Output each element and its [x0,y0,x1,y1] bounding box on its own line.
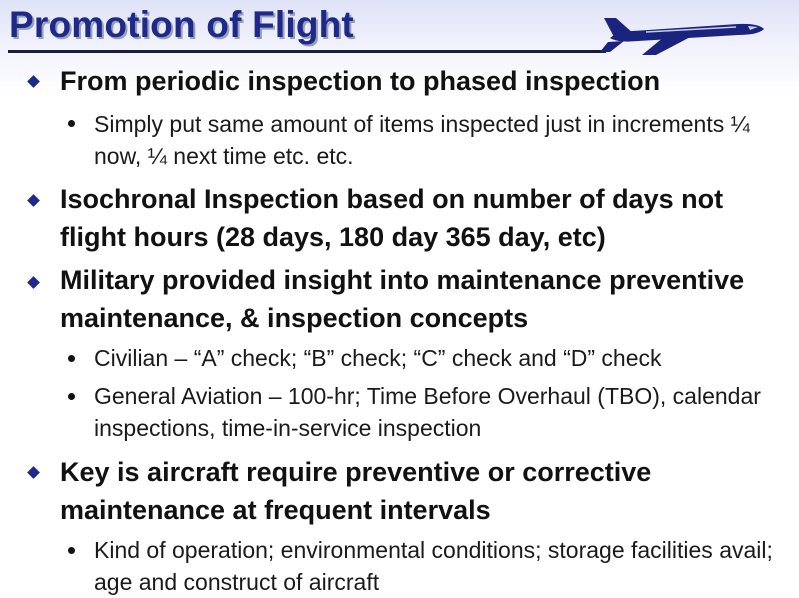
bullet-text: Military provided insight into maintenance preventive maintenance, & inspection concepts [60,265,745,333]
subbullet-text: Civilian – “A” check; “B” check; “C” check and “D” check [94,345,662,371]
subbullet-dot [68,120,75,127]
slide-title: Promotion of Flight [9,4,354,45]
subbullet-text: General Aviation – 100-hr; Time Before Overhaul (TBO), calendar inspections, time-in-service inspection [94,383,761,441]
bullet-diamond [27,466,40,479]
bullet-diamond [27,194,40,207]
subbullet-text: Kind of operation; environmental conditions; storage facilities avail; age and construct of aircraft [94,537,773,595]
bullet-diamond [27,276,40,289]
subbullet-dot [68,547,75,554]
bullet-text: From periodic inspection to phased inspection [60,66,661,96]
bullet-text: Isochronal Inspection based on number of days not flight hours (28 days, 180 day 365 day, etc) [60,184,724,252]
bullet-diamond [27,75,40,88]
subbullet-dot [68,393,75,400]
subbullet-text: Simply put same amount of items inspected just in increments ¼ now, ¼ next time etc. etc. [94,111,750,169]
bullet-text: Key is aircraft require preventive or corrective maintenance at frequent intervals [60,457,652,525]
subbullet-dot [68,355,75,362]
